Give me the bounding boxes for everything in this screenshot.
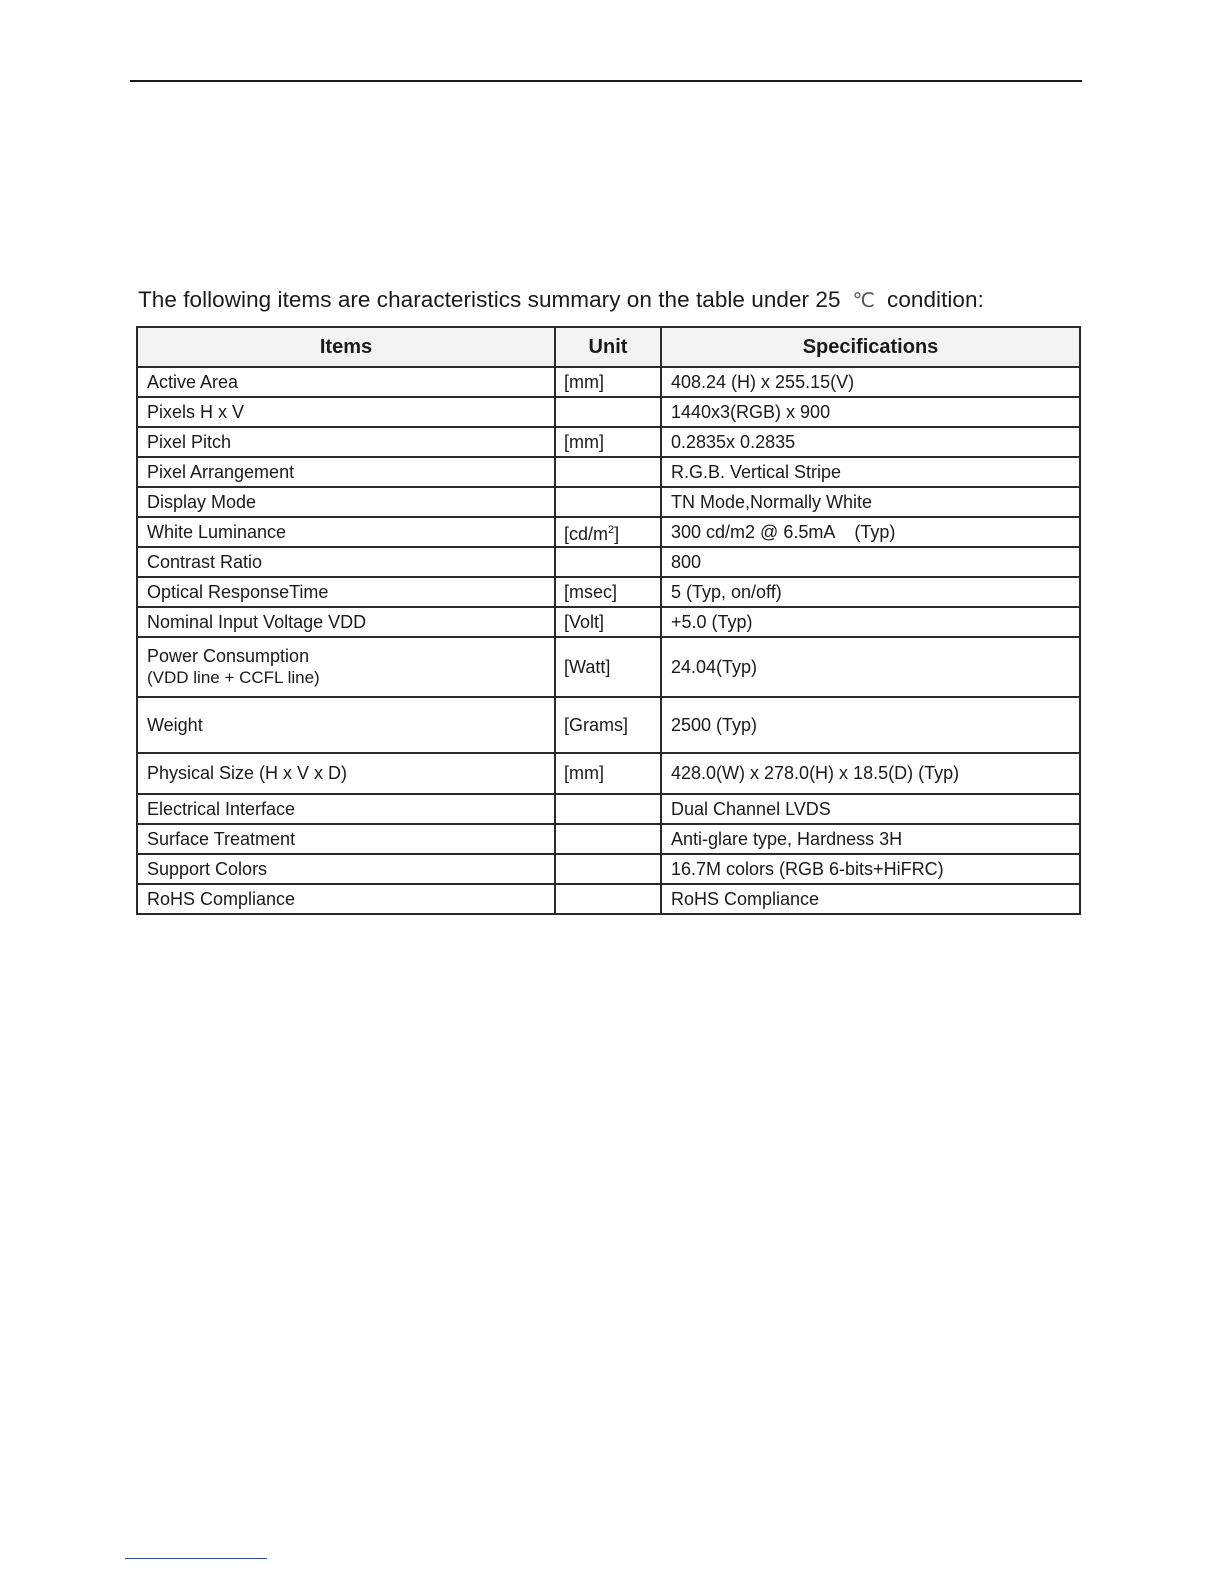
unit-cell: [mm]: [555, 427, 661, 457]
spec-cell: TN Mode,Normally White: [661, 487, 1080, 517]
unit-cell: [Watt]: [555, 637, 661, 697]
item-cell: White Luminance: [137, 517, 555, 547]
table-row: [137, 367, 1080, 397]
unit-cell: [555, 884, 661, 914]
table-row: [137, 547, 1080, 577]
spec-cell: 0.2835x 0.2835: [661, 427, 1080, 457]
unit-cell: [Grams]: [555, 697, 661, 753]
celsius-symbol: ℃: [852, 288, 876, 312]
intro-text-end: condition:: [887, 287, 984, 312]
unit-superscript: 2: [608, 523, 615, 536]
spec-cell: 24.04(Typ): [661, 637, 1080, 697]
spec-cell: RoHS Compliance: [661, 884, 1080, 914]
intro-text: The following items are characteristics summary on the table under 25: [138, 287, 841, 312]
table-row: [137, 794, 1080, 824]
table-row: [137, 607, 1080, 637]
specifications-table: [136, 326, 1081, 915]
table-header-row: [137, 327, 1080, 367]
item-line-1: Power Consumption: [147, 646, 310, 666]
spec-cell: 2500 (Typ): [661, 697, 1080, 753]
spec-cell: 300 cd/m2 @ 6.5mA (Typ): [661, 517, 1080, 547]
header-rule: [130, 80, 1082, 82]
item-cell: Optical ResponseTime: [137, 577, 555, 607]
unit-cell: [mm]: [555, 753, 661, 794]
item-cell: Support Colors: [137, 854, 555, 884]
table-row: [137, 577, 1080, 607]
footnote-rule: [125, 1558, 267, 1559]
item-cell: Display Mode: [137, 487, 555, 517]
spec-cell: Anti-glare type, Hardness 3H: [661, 824, 1080, 854]
table-row: [137, 457, 1080, 487]
item-cell: Pixel Arrangement: [137, 457, 555, 487]
item-cell: Surface Treatment: [137, 824, 555, 854]
table-row: [137, 824, 1080, 854]
unit-cell: [555, 547, 661, 577]
spec-cell: 428.0(W) x 278.0(H) x 18.5(D) (Typ): [661, 753, 1080, 794]
item-cell: Active Area: [137, 367, 555, 397]
unit-cell: [555, 794, 661, 824]
unit-close: ]: [614, 523, 620, 544]
item-cell: [137, 637, 555, 697]
unit-cell: [555, 854, 661, 884]
item-line-2: (VDD line + CCFL line): [147, 668, 320, 687]
unit-cell: [mm]: [555, 367, 661, 397]
item-cell: Physical Size (H x V x D): [137, 753, 555, 794]
unit-cell: [555, 397, 661, 427]
table-row: [137, 854, 1080, 884]
unit-base: [cd/m: [564, 523, 609, 544]
unit-cell: [555, 457, 661, 487]
unit-cell: [555, 487, 661, 517]
table-row: [137, 427, 1080, 457]
item-cell: Pixels H x V: [137, 397, 555, 427]
item-cell: Weight: [137, 697, 555, 753]
item-cell: RoHS Compliance: [137, 884, 555, 914]
spec-cell: 1440x3(RGB) x 900: [661, 397, 1080, 427]
table-row: [137, 487, 1080, 517]
spec-cell: 5 (Typ, on/off): [661, 577, 1080, 607]
table-row: [137, 397, 1080, 427]
item-cell: Contrast Ratio: [137, 547, 555, 577]
header-items: Items: [137, 327, 555, 367]
table-row: [137, 637, 1080, 697]
table-row: [137, 753, 1080, 794]
spec-cell: 16.7M colors (RGB 6-bits+HiFRC): [661, 854, 1080, 884]
unit-cell: [Volt]: [555, 607, 661, 637]
spec-cell: Dual Channel LVDS: [661, 794, 1080, 824]
spec-cell: 800: [661, 547, 1080, 577]
item-cell: Nominal Input Voltage VDD: [137, 607, 555, 637]
table-row: [137, 517, 1080, 547]
spec-cell: +5.0 (Typ): [661, 607, 1080, 637]
header-specifications: Specifications: [661, 327, 1080, 367]
spec-cell: R.G.B. Vertical Stripe: [661, 457, 1080, 487]
intro-sentence: [138, 284, 1083, 316]
table-row: [137, 884, 1080, 914]
item-cell: Pixel Pitch: [137, 427, 555, 457]
unit-cell: [555, 824, 661, 854]
header-unit: Unit: [555, 327, 661, 367]
unit-cell: [msec]: [555, 577, 661, 607]
item-cell: Electrical Interface: [137, 794, 555, 824]
spec-cell: 408.24 (H) x 255.15(V): [661, 367, 1080, 397]
table-row: [137, 697, 1080, 753]
unit-cell: [555, 517, 661, 547]
